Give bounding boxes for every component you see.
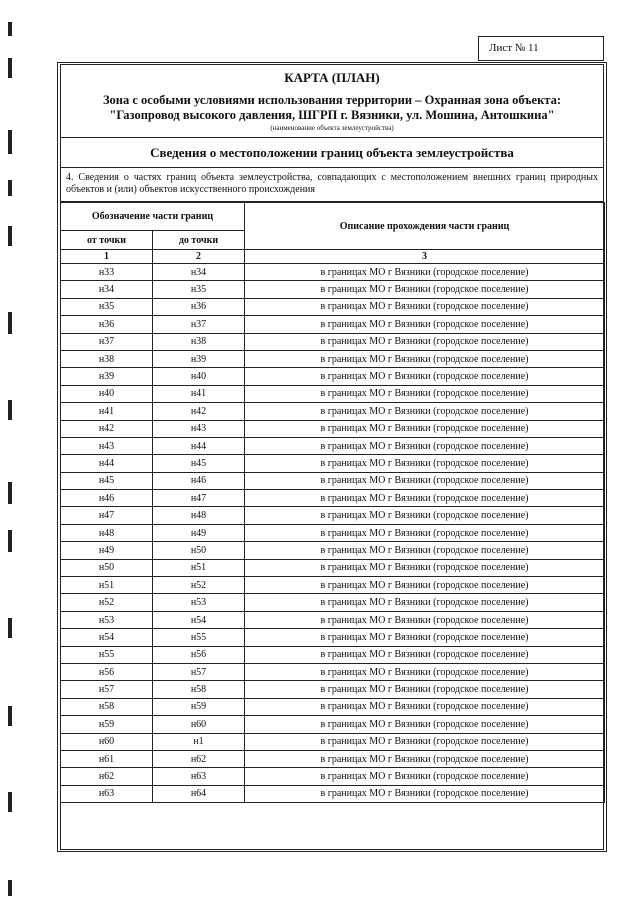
from-point-cell: н61 <box>61 750 153 767</box>
binding-mark <box>8 312 12 334</box>
description-cell: в границах МО г Вязники (городское поселение) <box>245 333 605 350</box>
to-point-cell: н47 <box>153 490 245 507</box>
to-point-cell: н40 <box>153 368 245 385</box>
zone-title-line1: Зона с особыми условиями использования территории – Охранная зона объекта: <box>102 93 562 107</box>
from-point-cell: н53 <box>61 611 153 628</box>
from-point-cell: н43 <box>61 437 153 454</box>
table-row <box>61 768 605 785</box>
to-point-cell: н37 <box>153 316 245 333</box>
table-row <box>61 785 605 802</box>
to-point-cell: н1 <box>153 733 245 750</box>
from-point-cell: н62 <box>61 768 153 785</box>
table-row <box>61 420 605 437</box>
table-body <box>61 264 605 803</box>
description-cell: в границах МО г Вязники (городское поселение) <box>245 542 605 559</box>
binding-mark <box>8 180 12 196</box>
table-row <box>61 646 605 663</box>
description-cell: в границах МО г Вязники (городское поселение) <box>245 611 605 628</box>
to-point-cell: н64 <box>153 785 245 802</box>
table-row <box>61 698 605 715</box>
from-point-cell: н34 <box>61 281 153 298</box>
binding-mark <box>8 130 12 154</box>
section-note: 4. Сведения о частях границ объекта землеустройства, совпадающих с местоположением внешних границ природных объектов и (или) объектов искусственного происхождения <box>60 168 604 202</box>
description-cell: в границах МО г Вязники (городское поселение) <box>245 490 605 507</box>
binding-mark <box>8 880 12 896</box>
description-cell: в границах МО г Вязники (городское поселение) <box>245 768 605 785</box>
to-point-cell: н58 <box>153 681 245 698</box>
to-point-cell: н52 <box>153 577 245 594</box>
binding-mark <box>8 706 12 726</box>
description-cell: в границах МО г Вязники (городское поселение) <box>245 646 605 663</box>
table-row <box>61 663 605 680</box>
table-row <box>61 507 605 524</box>
from-point-cell: н54 <box>61 629 153 646</box>
table-row <box>61 542 605 559</box>
from-point-cell: н46 <box>61 490 153 507</box>
table-row <box>61 385 605 402</box>
table-row <box>61 264 605 281</box>
description-cell: в границах МО г Вязники (городское поселение) <box>245 455 605 472</box>
from-point-cell: н37 <box>61 333 153 350</box>
from-point-cell: н33 <box>61 264 153 281</box>
boundary-table <box>60 202 605 803</box>
table-row <box>61 577 605 594</box>
description-cell: в границах МО г Вязники (городское поселение) <box>245 507 605 524</box>
description-cell: в границах МО г Вязники (городское поселение) <box>245 629 605 646</box>
from-point-cell: н56 <box>61 663 153 680</box>
table-row <box>61 455 605 472</box>
table-row <box>61 316 605 333</box>
description-cell: в границах МО г Вязники (городское поселение) <box>245 577 605 594</box>
binding-mark <box>8 400 12 420</box>
description-cell: в границах МО г Вязники (городское поселение) <box>245 264 605 281</box>
col-number: 3 <box>245 250 605 264</box>
section-title: Сведения о местоположении границ объекта землеустройства <box>60 138 604 168</box>
table-row <box>61 333 605 350</box>
from-point-cell: н38 <box>61 350 153 367</box>
description-cell: в границах МО г Вязники (городское поселение) <box>245 559 605 576</box>
to-point-cell: н39 <box>153 350 245 367</box>
to-point-cell: н56 <box>153 646 245 663</box>
to-point-cell: н35 <box>153 281 245 298</box>
description-cell: в границах МО г Вязники (городское поселение) <box>245 716 605 733</box>
zone-title <box>60 93 604 123</box>
binding-mark <box>8 226 12 246</box>
table-row <box>61 368 605 385</box>
from-point-cell: н58 <box>61 698 153 715</box>
to-point-cell: н50 <box>153 542 245 559</box>
to-point-cell: н38 <box>153 333 245 350</box>
to-point-cell: н59 <box>153 698 245 715</box>
description-cell: в границах МО г Вязники (городское поселение) <box>245 403 605 420</box>
description-cell: в границах МО г Вязники (городское поселение) <box>245 698 605 715</box>
description-cell: в границах МО г Вязники (городское поселение) <box>245 437 605 454</box>
to-point-cell: н63 <box>153 768 245 785</box>
from-point-cell: н44 <box>61 455 153 472</box>
description-cell: в границах МО г Вязники (городское поселение) <box>245 350 605 367</box>
description-cell: в границах МО г Вязники (городское поселение) <box>245 368 605 385</box>
description-cell: в границах МО г Вязники (городское поселение) <box>245 524 605 541</box>
table-row <box>61 437 605 454</box>
to-point-cell: н45 <box>153 455 245 472</box>
description-cell: в границах МО г Вязники (городское поселение) <box>245 472 605 489</box>
from-point-cell: н49 <box>61 542 153 559</box>
to-point-cell: н49 <box>153 524 245 541</box>
from-point-cell: н55 <box>61 646 153 663</box>
desc-header: Описание прохождения части границ <box>245 203 605 250</box>
col-number: 1 <box>61 250 153 264</box>
table-row <box>61 281 605 298</box>
to-point-cell: н60 <box>153 716 245 733</box>
to-header: до точки <box>153 231 245 250</box>
description-cell: в границах МО г Вязники (городское поселение) <box>245 281 605 298</box>
description-cell: в границах МО г Вязники (городское поселение) <box>245 594 605 611</box>
sheet-number: Лист № 11 <box>478 36 604 61</box>
col-number: 2 <box>153 250 245 264</box>
from-point-cell: н41 <box>61 403 153 420</box>
from-point-cell: н51 <box>61 577 153 594</box>
from-point-cell: н36 <box>61 316 153 333</box>
description-cell: в границах МО г Вязники (городское поселение) <box>245 733 605 750</box>
table-row <box>61 490 605 507</box>
from-point-cell: н35 <box>61 298 153 315</box>
from-header: от точки <box>61 231 153 250</box>
description-cell: в границах МО г Вязники (городское поселение) <box>245 681 605 698</box>
to-point-cell: н62 <box>153 750 245 767</box>
description-cell: в границах МО г Вязники (городское поселение) <box>245 385 605 402</box>
map-header <box>60 64 604 138</box>
table-row <box>61 472 605 489</box>
table-row <box>61 298 605 315</box>
to-point-cell: н53 <box>153 594 245 611</box>
binding-mark <box>8 22 12 36</box>
to-point-cell: н43 <box>153 420 245 437</box>
from-point-cell: н50 <box>61 559 153 576</box>
from-point-cell: н63 <box>61 785 153 802</box>
description-cell: в границах МО г Вязники (городское поселение) <box>245 420 605 437</box>
table-row <box>61 594 605 611</box>
binding-mark <box>8 618 12 638</box>
from-point-cell: н52 <box>61 594 153 611</box>
table-row <box>61 524 605 541</box>
table-row <box>61 629 605 646</box>
description-cell: в границах МО г Вязники (городское поселение) <box>245 316 605 333</box>
to-point-cell: н34 <box>153 264 245 281</box>
description-cell: в границах МО г Вязники (городское поселение) <box>245 663 605 680</box>
to-point-cell: н42 <box>153 403 245 420</box>
to-point-cell: н44 <box>153 437 245 454</box>
to-point-cell: н36 <box>153 298 245 315</box>
table-row <box>61 403 605 420</box>
table-row <box>61 681 605 698</box>
table-row <box>61 716 605 733</box>
description-cell: в границах МО г Вязники (городское поселение) <box>245 298 605 315</box>
from-point-cell: н40 <box>61 385 153 402</box>
to-point-cell: н54 <box>153 611 245 628</box>
to-point-cell: н55 <box>153 629 245 646</box>
binding-mark <box>8 792 12 812</box>
to-point-cell: н48 <box>153 507 245 524</box>
from-point-cell: н57 <box>61 681 153 698</box>
description-cell: в границах МО г Вязники (городское поселение) <box>245 750 605 767</box>
to-point-cell: н41 <box>153 385 245 402</box>
from-point-cell: н60 <box>61 733 153 750</box>
table-row <box>61 611 605 628</box>
binding-mark <box>8 530 12 552</box>
table-row <box>61 733 605 750</box>
map-title: КАРТА (ПЛАН) <box>284 70 380 85</box>
from-point-cell: н45 <box>61 472 153 489</box>
zone-caption: (наименование объекта землеустройства) <box>270 124 394 132</box>
to-point-cell: н57 <box>153 663 245 680</box>
description-cell: в границах МО г Вязники (городское поселение) <box>245 785 605 802</box>
binding-mark <box>8 482 12 504</box>
from-point-cell: н39 <box>61 368 153 385</box>
zone-title-line2: "Газопровод высокого давления, ШГРП г. Вязники, ул. Мошина, Антошкина" <box>109 108 555 122</box>
from-point-cell: н47 <box>61 507 153 524</box>
table-row <box>61 750 605 767</box>
from-point-cell: н42 <box>61 420 153 437</box>
to-point-cell: н46 <box>153 472 245 489</box>
from-point-cell: н48 <box>61 524 153 541</box>
from-point-cell: н59 <box>61 716 153 733</box>
binding-mark <box>8 58 12 78</box>
to-point-cell: н51 <box>153 559 245 576</box>
table-row <box>61 559 605 576</box>
table-row <box>61 350 605 367</box>
group-header: Обозначение части границ <box>61 203 245 231</box>
